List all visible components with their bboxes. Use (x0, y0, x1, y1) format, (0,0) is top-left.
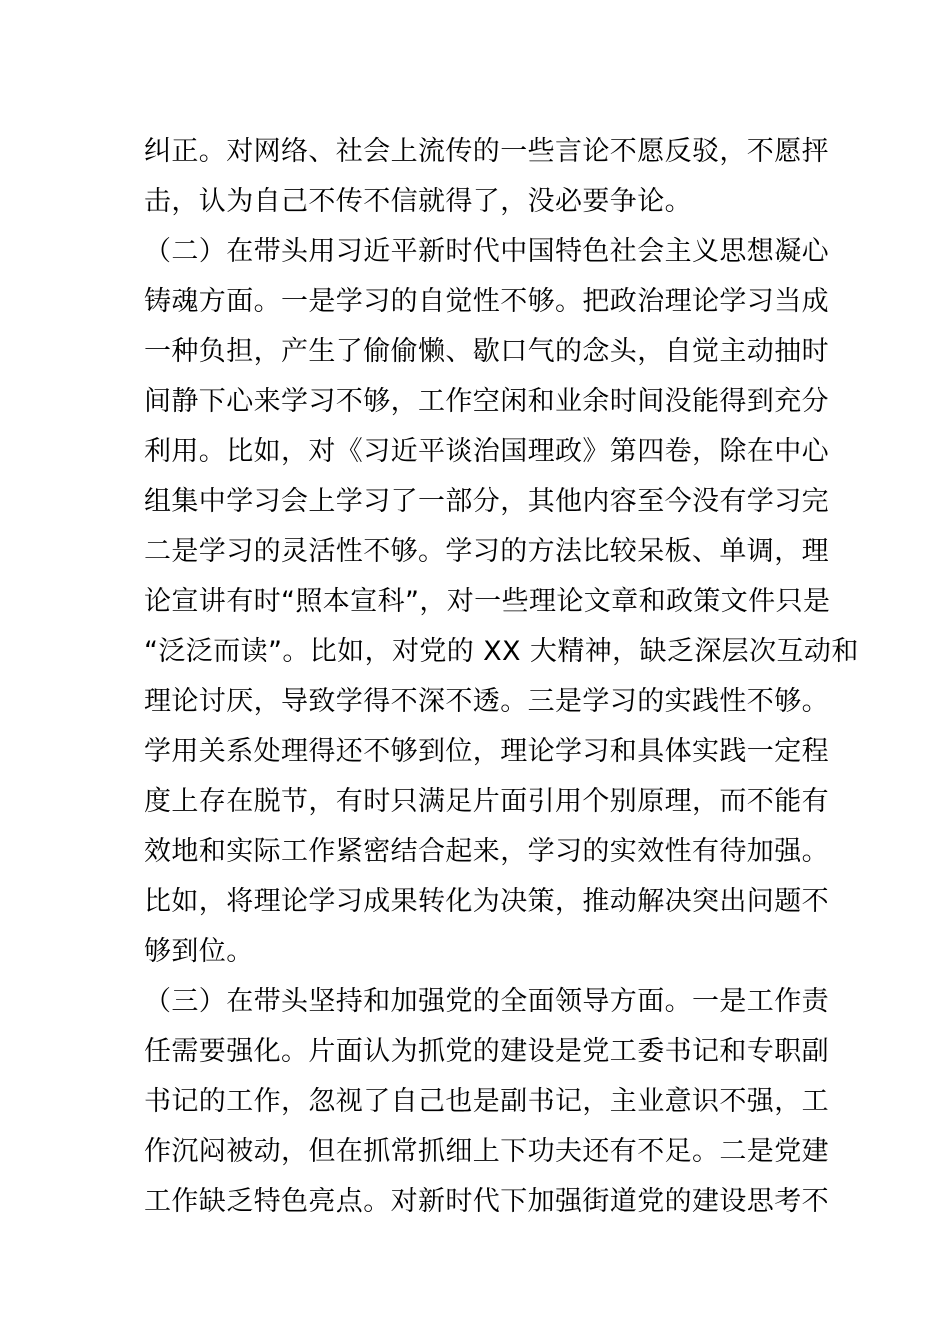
text-line: 纠正。对网络、社会上流传的一些言论不愿反驳，不愿抨 (144, 136, 829, 167)
text-line: 二是学习的灵活性不够。学习的方法比较呆板、单调，理 (144, 536, 829, 567)
text-line: （二）在带头用习近平新时代中国特色社会主义思想凝心 (144, 236, 829, 267)
text-line: “泛泛而读”。比如，对党的 XX 大精神，缺乏深层次互动和 (144, 636, 859, 667)
text-line: （三）在带头坚持和加强党的全面领导方面。一是工作责 (144, 986, 829, 1017)
text-line: 比如，将理论学习成果转化为决策，推动解决突出问题不 (144, 886, 829, 917)
text-line: 书记的工作，忽视了自己也是副书记，主业意识不强，工 (144, 1086, 829, 1117)
body-text (144, 127, 859, 1227)
text-line: 论宣讲有时“照本宣科”，对一些理论文章和政策文件只是 (144, 586, 831, 617)
text-line: 铸魂方面。一是学习的自觉性不够。把政治理论学习当成 (144, 286, 829, 317)
text-line: 一种负担，产生了偷偷懒、歇口气的念头，自觉主动抽时 (144, 336, 829, 367)
text-line: 任需要强化。片面认为抓党的建设是党工委书记和专职副 (144, 1036, 829, 1067)
text-line: 击，认为自己不传不信就得了，没必要争论。 (144, 186, 692, 217)
text-line: 组集中学习会上学习了一部分，其他内容至今没有学习完 (144, 486, 829, 517)
text-line: 理论讨厌，导致学得不深不透。三是学习的实践性不够。 (144, 686, 829, 717)
text-line: 工作缺乏特色亮点。对新时代下加强街道党的建设思考不 (144, 1186, 829, 1217)
text-line: 利用。比如，对《习近平谈治国理政》第四卷，除在中心 (144, 436, 829, 467)
text-line: 间静下心来学习不够，工作空闲和业余时间没能得到充分 (144, 386, 829, 417)
text-line: 作沉闷被动，但在抓常抓细上下功夫还有不足。二是党建 (144, 1136, 829, 1167)
text-line: 效地和实际工作紧密结合起来，学习的实效性有待加强。 (144, 836, 829, 867)
text-line: 度上存在脱节，有时只满足片面引用个别原理，而不能有 (144, 786, 829, 817)
text-line: 够到位。 (144, 936, 254, 967)
text-line: 学用关系处理得还不够到位，理论学习和具体实践一定程 (144, 736, 829, 767)
